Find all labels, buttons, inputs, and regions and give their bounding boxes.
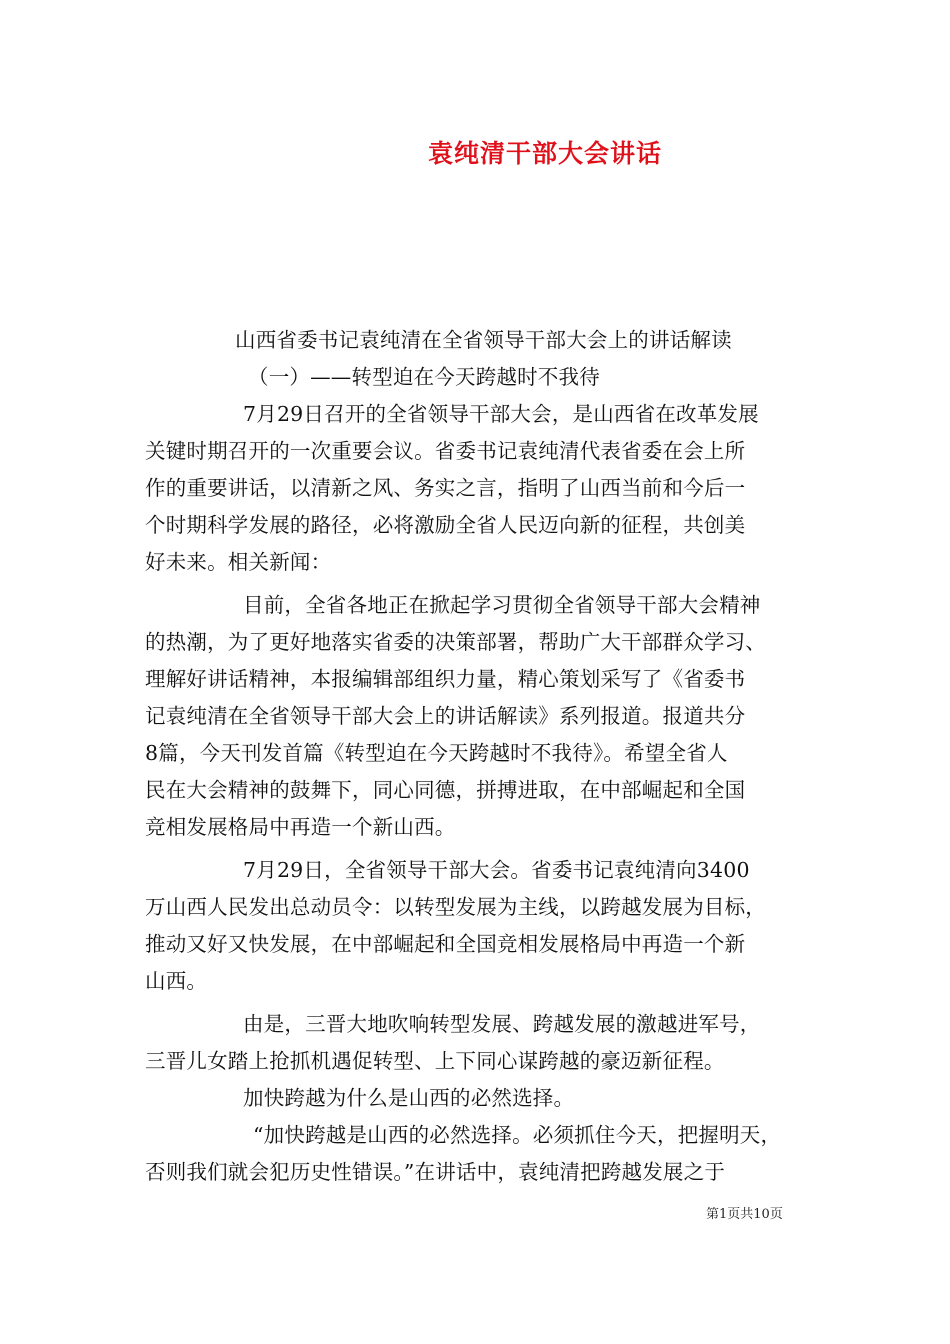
paragraph-line: 推动又好又快发展，在中部崛起和全国竞相发展格局中再造一个新 (145, 932, 746, 956)
subtitle-line: （一）——转型迫在今天跨越时不我待 (248, 365, 600, 389)
paragraph (145, 852, 805, 1000)
paragraph-line: 万山西人民发出总动员令：以转型发展为主线，以跨越发展为目标， (145, 895, 766, 919)
paragraph-line: 记袁纯清在全省领导干部大会上的讲话解读》系列报道。报道共分 (145, 704, 746, 728)
paragraph-line: 三晋儿女踏上抢抓机遇促转型、上下同心谋跨越的豪迈新征程。 (145, 1049, 725, 1073)
paragraph (145, 1006, 805, 1080)
paragraph-line: 否则我们就会犯历史性错误。”在讲话中，袁纯清把跨越发展之于 (145, 1160, 726, 1184)
paragraph-line: 目前，全省各地正在掀起学习贯彻全省领导干部大会精神 (243, 593, 761, 617)
paragraph-line: 竞相发展格局中再造一个新山西。 (145, 815, 456, 839)
paragraph-line: 8篇，今天刊发首篇《转型迫在今天跨越时不我待》。希望全省人 (145, 741, 728, 765)
document-title: 袁纯清干部大会讲话 (427, 139, 662, 168)
paragraph-line: 作的重要讲话，以清新之风、务实之言，指明了山西当前和今后一 (145, 476, 746, 500)
paragraph-line: 加快跨越为什么是山西的必然选择。 (243, 1086, 575, 1110)
paragraph-line: 好未来。相关新闻： (145, 550, 332, 574)
paragraph-line: 民在大会精神的鼓舞下，同心同德，拼搏进取，在中部崛起和全国 (145, 778, 746, 802)
paragraph (145, 587, 805, 846)
subtitle-line: 山西省委书记袁纯清在全省领导干部大会上的讲话解读 (235, 328, 732, 352)
paragraph-line: 的热潮，为了更好地落实省委的决策部署，帮助广大干部群众学习、 (145, 630, 766, 654)
paragraph (145, 1117, 805, 1191)
document-body (145, 322, 805, 1191)
paragraph-line: 由是，三晋大地吹响转型发展、跨越发展的激越进军号， (243, 1012, 761, 1036)
paragraph-line: 7月29日，全省领导干部大会。省委书记袁纯清向3400 (243, 858, 750, 882)
paragraph-line: 山西。 (145, 969, 208, 993)
paragraph-line: 理解好讲话精神，本报编辑部组织力量，精心策划采写了《省委书 (145, 667, 746, 691)
paragraph-line: 7月29日召开的全省领导干部大会，是山西省在改革发展 (243, 402, 759, 426)
paragraph-line: 关键时期召开的一次重要会议。省委书记袁纯清代表省委在会上所 (145, 439, 746, 463)
paragraph-line: 个时期科学发展的路径，必将激励全省人民迈向新的征程，共创美 (145, 513, 746, 537)
page-number: 第1页共10页 (706, 1207, 783, 1222)
paragraph (145, 396, 805, 581)
paragraph-line: “加快跨越是山西的必然选择。必须抓住今天，把握明天， (253, 1123, 782, 1147)
paragraph (145, 1080, 805, 1117)
